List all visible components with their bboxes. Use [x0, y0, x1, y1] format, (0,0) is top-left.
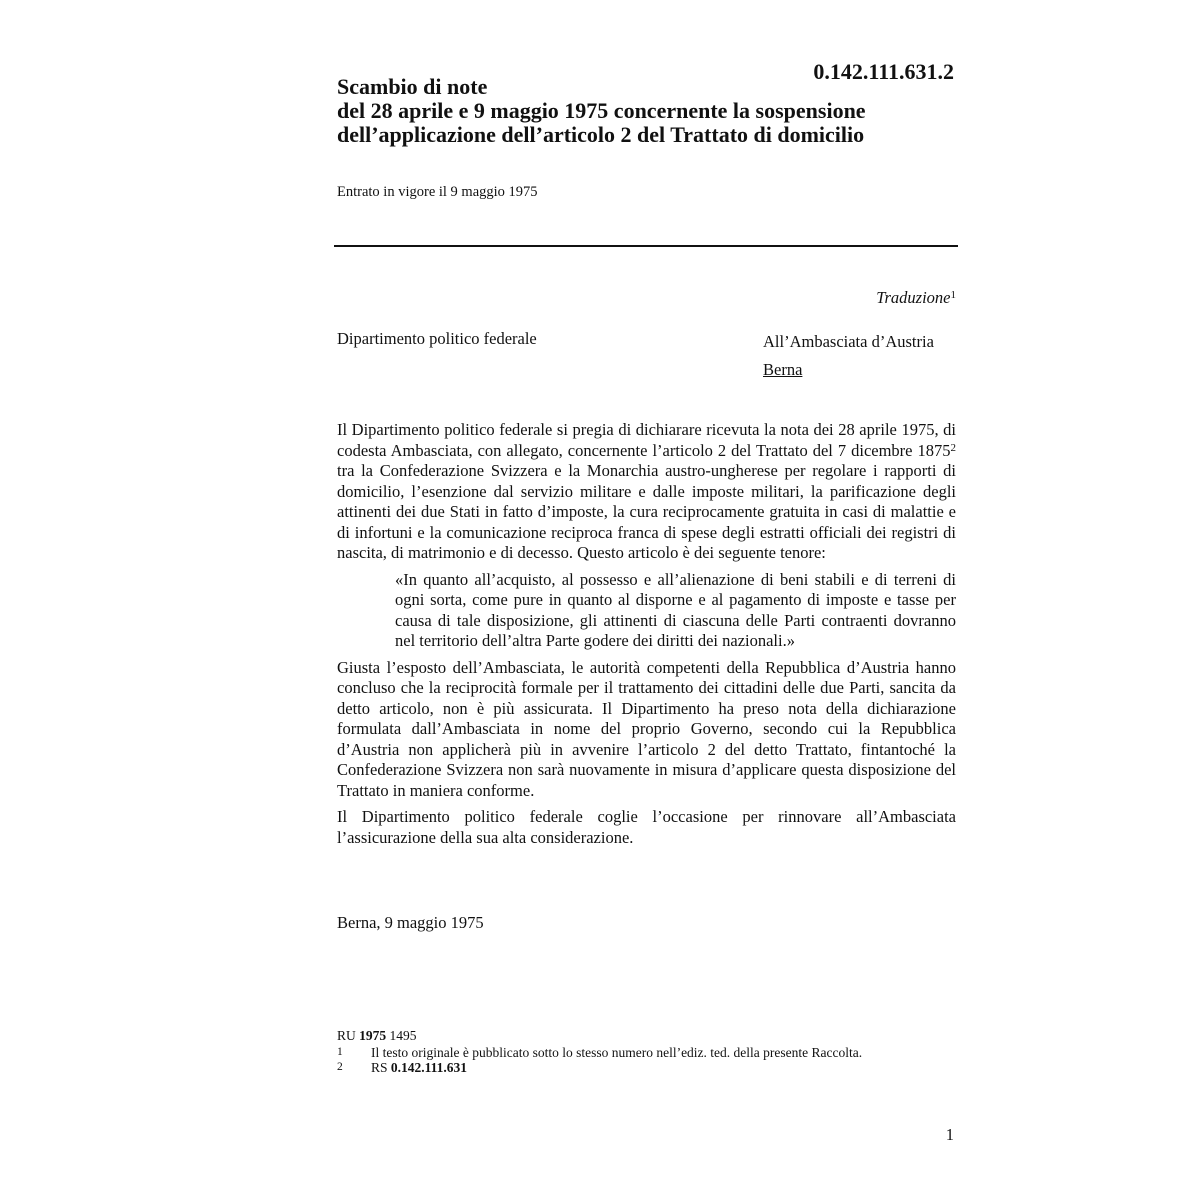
paragraph-1: [337, 420, 956, 564]
sr-number: 0.142.111.631.2: [813, 59, 954, 84]
footnote-ref-1[interactable]: 1: [950, 289, 956, 301]
translation-label: Traduzione: [876, 288, 951, 307]
document-title: [337, 75, 977, 147]
title-line-2: del 28 aprile e 9 maggio 1975 concernente la sospensione: [337, 98, 866, 123]
title-line-3: dell’applicazione dell’articolo 2 del Trattato di domicilio: [337, 122, 865, 147]
footnotes: [337, 1028, 937, 1075]
ru-page: 1495: [389, 1028, 417, 1043]
header-divider: [334, 245, 958, 247]
footnote-2: [337, 1060, 937, 1075]
recipient-name: All’Ambasciata d’Austria: [763, 332, 934, 351]
footnote-ref-2[interactable]: 2: [950, 441, 956, 454]
page-number: 1: [945, 1125, 954, 1144]
footnote-number: 2: [337, 1061, 343, 1073]
recipient: [763, 328, 934, 384]
footnote-text: Il testo originale è pubblicato sotto lo stesso numero nell’ediz. ted. della presente Raccolta.: [371, 1045, 863, 1060]
recipient-city: Berna: [763, 360, 803, 379]
quoted-article: «In quanto all’acquisto, al possesso e all’alienazione di beni stabili e di terreni di ogni sorta, come pure in quanto al disporne e al pagamento di imposte e tasse per causa di tale disposizione, gli attinenti di ciascuna delle Parti contraenti dovranno nel territorio dell’altra Parte godere dei diritti dei nazionali.»: [395, 569, 956, 650]
ru-year: 1975: [359, 1028, 387, 1043]
paragraph-1-text: Il Dipartimento politico federale si pregia di dichiarare ricevuta la nota dei 28 aprile 1975, di codesta Ambasciata, con allegato, concernente l’articolo 2 del Trattato del 7 dicembre 1875: [337, 420, 956, 460]
paragraph-2: Giusta l’esposto dell’Ambasciata, le autorità competenti della Repubblica d’Austria hanno concluso che la reciprocità formale per il trattamento dei cittadini delle due Parti, sancita da detto articolo, non è più assicurata. Il Dipartimento ha preso nota della dichiarazione formulata dall’Ambasciata in nome del proprio Governo, secondo cui la Repubblica d’Austria non applicherà più in avvenire l’articolo 2 del detto Trattato, fintantoché la Confederazione Svizzera non sarà nuovamente in misura d’applicare questa disposizione del Trattato in maniera conforme.: [337, 657, 956, 800]
footnote-sr-ref[interactable]: 0.142.111.631: [390, 1060, 468, 1075]
letter-body: [337, 420, 956, 854]
title-line-1: Scambio di note: [337, 74, 488, 99]
in-force-date: Entrato in vigore il 9 maggio 1975: [337, 184, 538, 200]
place-date: Berna, 9 maggio 1975: [337, 913, 484, 932]
translation-note: [876, 284, 956, 309]
footnote-prefix: RS: [371, 1060, 388, 1075]
paragraph-3: Il Dipartimento politico federale coglie l’occasione per rinnovare all’Ambasciata l’assicurazione della sua alta considerazione.: [337, 807, 956, 847]
footnote-1: [337, 1045, 937, 1060]
ru-prefix: RU: [337, 1028, 356, 1043]
footnote-text: [371, 1060, 937, 1075]
footnote-number: 1: [337, 1046, 343, 1058]
ru-reference: [337, 1028, 937, 1043]
sender: Dipartimento politico federale: [337, 329, 537, 348]
paragraph-1-text-cont: tra la Confederazione Svizzera e la Monarchia austro-ungherese per regolare i rapporti di domicilio, l’esenzione dal servizio militare e dalle imposte militari, la parificazione degli attinenti dei due Stati in fatto d’imposte, la cura reciprocamente gratuita in casi di malattie e di infortuni e la comunicazione reciproca franca di spese degli estratti officiali dei registri di nascita, di matrimonio e di decesso. Questo articolo è dei seguente tenore:: [337, 461, 956, 562]
